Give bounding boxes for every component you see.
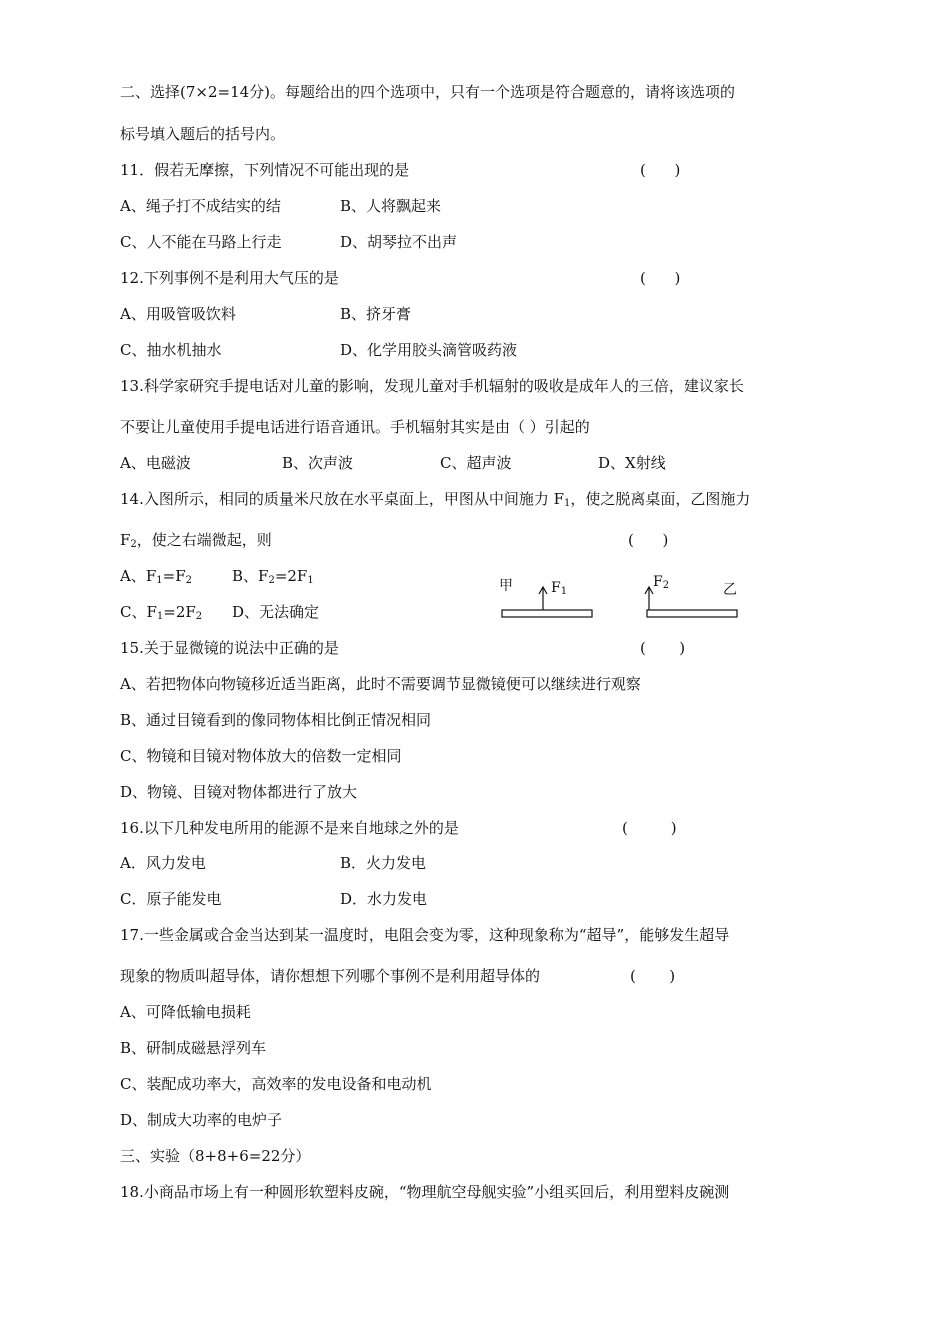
- q14-answer-paren: ( ): [628, 531, 669, 549]
- q17-option-a: A、可降低输电损耗: [120, 1003, 251, 1021]
- q17-option-c: C、装配成功率大，高效率的发电设备和电动机: [120, 1075, 432, 1093]
- q16-option-c: C．原子能发电: [120, 890, 222, 908]
- q11-option-d: D、胡琴拉不出声: [340, 233, 458, 251]
- q12-option-b: B、挤牙膏: [340, 305, 412, 323]
- figure-label-jia: 甲: [499, 578, 513, 594]
- q14-option-b: B、$F_2=2F_1$: [232, 567, 314, 586]
- q15-option-b: B、通过目镜看到的像同物体相比倒正情况相同: [120, 711, 432, 729]
- q17-answer-paren: ( ): [630, 967, 676, 985]
- q12-option-a: A、用吸管吸饮料: [120, 305, 236, 323]
- q12-option-c: C、抽水机抽水: [120, 341, 222, 359]
- q13-option-a: A、电磁波: [120, 454, 191, 472]
- q17-stem-line-1: 17.一些金属或合金当达到某一温度时，电阻会变为零，这种现象称为“超导”，能够发生超导: [120, 926, 730, 944]
- q16-option-b: B．火力发电: [340, 854, 427, 872]
- q11-answer-paren: ( ): [640, 161, 681, 179]
- q17-option-b: B、研制成磁悬浮列车: [120, 1039, 267, 1057]
- q15-answer-paren: ( ): [640, 639, 686, 657]
- section-2-heading: 二、选择(7×2=14分)。每题给出的四个选项中，只有一个选项是符合题意的，请将该选项的: [120, 83, 736, 101]
- q14-figure: [495, 568, 745, 624]
- q12-answer-paren: ( ): [640, 269, 681, 287]
- q14-option-d: D、无法确定: [232, 603, 320, 621]
- q13-stem-line-1: 13.科学家研究手提电话对儿童的影响，发现儿童对手机辐射的吸收是成年人的三倍，建议家长: [120, 377, 744, 395]
- q12-option-d: D、化学用胶头滴管吸药液: [340, 341, 518, 359]
- q13-stem-line-2: 不要让儿童使用手提电话进行语音通讯。手机辐射其实是由（ ）引起的: [120, 418, 590, 436]
- q14-stem-line-1: 14.入图所示，相同的质量米尺放在水平桌面上，甲图从中间施力 $F_1$，使之脱离桌面，乙图施力: [120, 490, 751, 509]
- figure-label-yi: 乙: [723, 582, 737, 598]
- q18-stem: 18.小商品市场上有一种圆形软塑料皮碗，“物理航空母舰实验”小组买回后，利用塑料皮碗测: [120, 1183, 730, 1201]
- q15-option-d: D、物镜、目镜对物体都进行了放大: [120, 783, 358, 801]
- ruler-yi: [647, 610, 737, 617]
- q13-option-b: B、次声波: [282, 454, 354, 472]
- q16-answer-paren: ( ): [622, 819, 677, 837]
- figure-label-f2: $F_2$: [653, 574, 670, 591]
- q16-option-d: D．水力发电: [340, 890, 428, 908]
- q13-option-c: C、超声波: [440, 454, 512, 472]
- section-3-heading: 三、实验（8+8+6=22分）: [120, 1147, 311, 1165]
- q16-option-a: A．风力发电: [120, 854, 206, 872]
- q14-option-a: A、$F_1=F_2$: [120, 567, 192, 586]
- q15-option-a: A、若把物体向物镜移近适当距离，此时不需要调节显微镜便可以继续进行观察: [120, 675, 641, 693]
- q16-stem: 16.以下几种发电所用的能源不是来自地球之外的是: [120, 819, 459, 837]
- q14-option-c: C、$F_1=2F_2$: [120, 603, 203, 622]
- q12-stem: 12.下列事例不是利用大气压的是: [120, 269, 339, 287]
- q13-option-d: D、X射线: [598, 454, 666, 472]
- q11-option-a: A、绳子打不成结实的结: [120, 197, 281, 215]
- ruler-force-diagram: [495, 568, 745, 624]
- section-2-heading-cont: 标号填入题后的括号内。: [120, 125, 286, 143]
- figure-label-f1: $F_1$: [551, 580, 568, 597]
- q11-stem: 11．假若无摩擦，下列情况不可能出现的是: [120, 161, 410, 179]
- q15-stem: 15.关于显微镜的说法中正确的是: [120, 639, 339, 657]
- q14-stem-line-2: $F_2$，使之右端微起，则: [120, 531, 272, 550]
- q17-option-d: D、制成大功率的电炉子: [120, 1111, 283, 1129]
- q11-option-b: B、人将飘起来: [340, 197, 442, 215]
- q11-option-c: C、人不能在马路上行走: [120, 233, 282, 251]
- q17-stem-line-2: 现象的物质叫超导体，请你想想下列哪个事例不是利用超导体的: [120, 967, 541, 985]
- ruler-jia: [502, 610, 592, 617]
- q15-option-c: C、物镜和目镜对物体放大的倍数一定相同: [120, 747, 402, 765]
